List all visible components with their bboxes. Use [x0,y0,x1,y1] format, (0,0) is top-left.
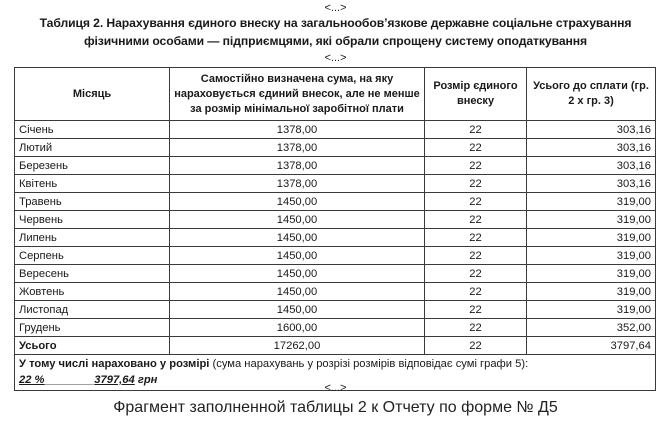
rate-cell: 22 [425,229,527,247]
month-cell: Січень [15,121,170,139]
amount-cell: 1600,00 [170,319,425,337]
table-row [15,265,656,283]
title-ellipsis: <...> [324,52,347,64]
total-cell: 303,16 [527,121,656,139]
total-cell: 319,00 [527,265,656,283]
rate-cell: 22 [425,193,527,211]
sum-rate: 22 [425,337,527,355]
table-title [10,14,661,50]
table-row [15,157,656,175]
table-row [15,211,656,229]
total-cell: 303,16 [527,157,656,175]
note-fill-line: ________ [44,374,95,386]
top-ellipsis: <...> [324,2,347,14]
header-rate: Розмір єдиного внеску [425,68,527,121]
total-cell: 319,00 [527,283,656,301]
rate-cell: 22 [425,175,527,193]
total-cell: 319,00 [527,211,656,229]
total-cell: 303,16 [527,139,656,157]
total-cell: 319,00 [527,247,656,265]
table-title-line-2: фізичними особами — підприємцями, які обрали спрощену систему оподаткування [83,34,588,48]
table-row [15,175,656,193]
header-month: Місяць [15,68,170,121]
table-row [15,139,656,157]
table-row [15,229,656,247]
table-row [15,301,656,319]
rate-cell: 22 [425,121,527,139]
amount-cell: 1450,00 [170,301,425,319]
contributions-table [14,67,656,391]
month-cell: Листопад [15,301,170,319]
table-row [15,247,656,265]
amount-cell: 1450,00 [170,193,425,211]
month-cell: Квітень [15,175,170,193]
amount-cell: 1378,00 [170,157,425,175]
total-cell: 352,00 [527,319,656,337]
month-cell: Травень [15,193,170,211]
amount-cell: 1378,00 [170,175,425,193]
amount-cell: 1450,00 [170,247,425,265]
rate-cell: 22 [425,265,527,283]
total-cell: 319,00 [527,301,656,319]
month-cell: Червень [15,211,170,229]
total-cell: 319,00 [527,229,656,247]
month-cell: Жовтень [15,283,170,301]
figure-caption: Фрагмент заполненной таблицы 2 к Отчету по форме № Д5 [113,399,558,416]
bottom-ellipsis: <...> [324,382,347,394]
rate-cell: 22 [425,319,527,337]
note-line-1 [19,356,651,372]
amount-cell: 1450,00 [170,229,425,247]
note-currency: грн [134,374,158,386]
amount-cell: 1450,00 [170,211,425,229]
rate-cell: 22 [425,211,527,229]
sum-amount: 17262,00 [170,337,425,355]
table-row [15,121,656,139]
sum-label: Усього [15,337,170,355]
rate-cell: 22 [425,301,527,319]
amount-cell: 1450,00 [170,283,425,301]
amount-cell: 1378,00 [170,121,425,139]
amount-cell: 1378,00 [170,139,425,157]
rate-cell: 22 [425,247,527,265]
total-cell: 303,16 [527,175,656,193]
month-cell: Липень [15,229,170,247]
note-rate-value: 22 % [19,374,45,386]
header-total: Усього до сплати (гр. 2 х гр. 3) [527,68,656,121]
rate-cell: 22 [425,283,527,301]
month-cell: Грудень [15,319,170,337]
table-row [15,193,656,211]
rate-cell: 22 [425,139,527,157]
amount-cell: 1450,00 [170,265,425,283]
month-cell: Лютий [15,139,170,157]
header-amount: Самостійно визначена сума, на яку нараховується єдиний внесок, але не менше за розмір мінімальної заробітної плати [170,68,425,121]
table-header-row [15,68,656,121]
note-bold-text: У тому числі нараховано у розмірі [19,358,210,370]
rate-cell: 22 [425,157,527,175]
table-title-line-1: Таблиця 2. Нарахування єдиного внеску на загальнообов’язкове державне соціальне страхування [39,16,632,30]
table-row [15,283,656,301]
total-cell: 319,00 [527,193,656,211]
note-amount-value: 3797,64 [94,374,135,386]
table-row [15,319,656,337]
month-cell: Серпень [15,247,170,265]
month-cell: Березень [15,157,170,175]
month-cell: Вересень [15,265,170,283]
note-regular-text: (сума нарахувань у розрізі розмірів відповідає сумі графи 5): [209,358,529,370]
sum-total: 3797,64 [527,337,656,355]
sum-row [15,337,656,355]
